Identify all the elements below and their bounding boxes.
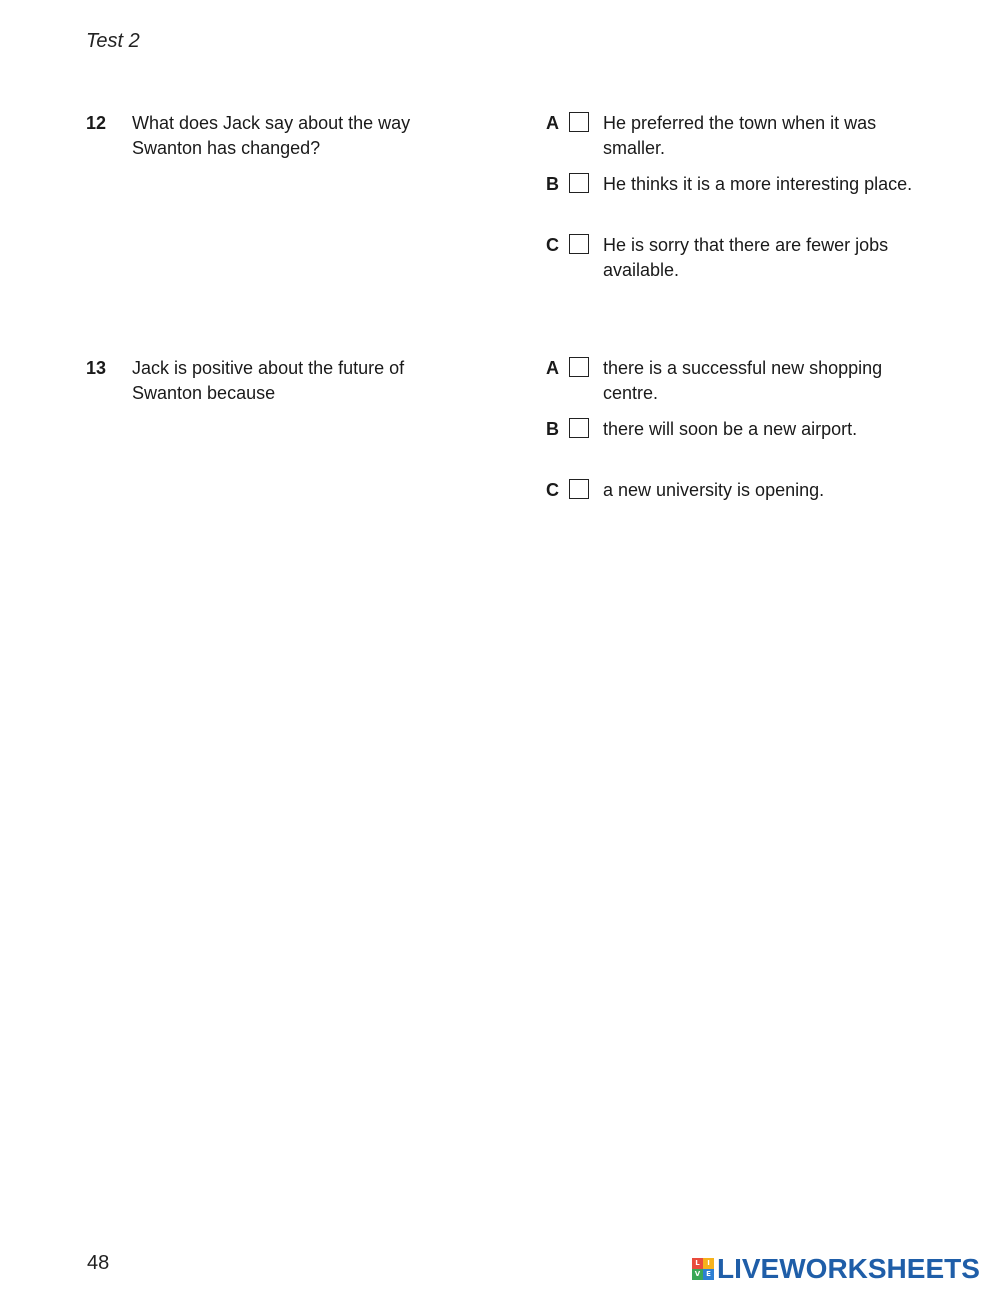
logo-letter-e: E — [703, 1269, 714, 1280]
option-text: there will soon be a new airport. — [603, 419, 858, 439]
question-12 — [86, 111, 956, 291]
page-header: Test 2 — [86, 30, 140, 52]
option-text: He thinks it is a more interesting place. — [603, 174, 913, 194]
option-letter: A — [546, 358, 559, 378]
question-text: Jack is positive about the future of Swanton because — [132, 358, 405, 403]
option-letter: C — [546, 480, 559, 500]
option-letter: B — [546, 174, 559, 194]
logo-letter-l: L — [692, 1258, 703, 1269]
liveworksheets-brand[interactable] — [692, 1253, 980, 1285]
option-letter: B — [546, 419, 559, 439]
liveworksheets-logo-icon — [692, 1258, 714, 1280]
answer-checkbox[interactable] — [569, 234, 589, 254]
answer-checkbox[interactable] — [569, 418, 589, 438]
answer-checkbox[interactable] — [569, 173, 589, 193]
option-text: He is sorry that there are fewer jobs available. — [603, 235, 889, 280]
option-text: there is a successful new shopping centre. — [603, 358, 883, 403]
question-13 — [86, 356, 956, 516]
logo-letter-v: V — [692, 1269, 703, 1280]
answer-checkbox[interactable] — [569, 112, 589, 132]
option-text: a new university is opening. — [603, 480, 825, 500]
logo-letter-i: I — [703, 1258, 714, 1269]
page-number: 48 — [87, 1252, 110, 1274]
answer-checkbox[interactable] — [569, 479, 589, 499]
option-letter: A — [546, 113, 559, 133]
option-text: He preferred the town when it was smaller. — [603, 113, 877, 158]
question-number: 12 — [86, 113, 107, 133]
question-number: 13 — [86, 358, 107, 378]
option-letter: C — [546, 235, 559, 255]
answer-checkbox[interactable] — [569, 357, 589, 377]
brand-wordmark: LIVEWORKSHEETS — [717, 1253, 980, 1284]
question-text: What does Jack say about the way Swanton has changed? — [132, 113, 411, 158]
